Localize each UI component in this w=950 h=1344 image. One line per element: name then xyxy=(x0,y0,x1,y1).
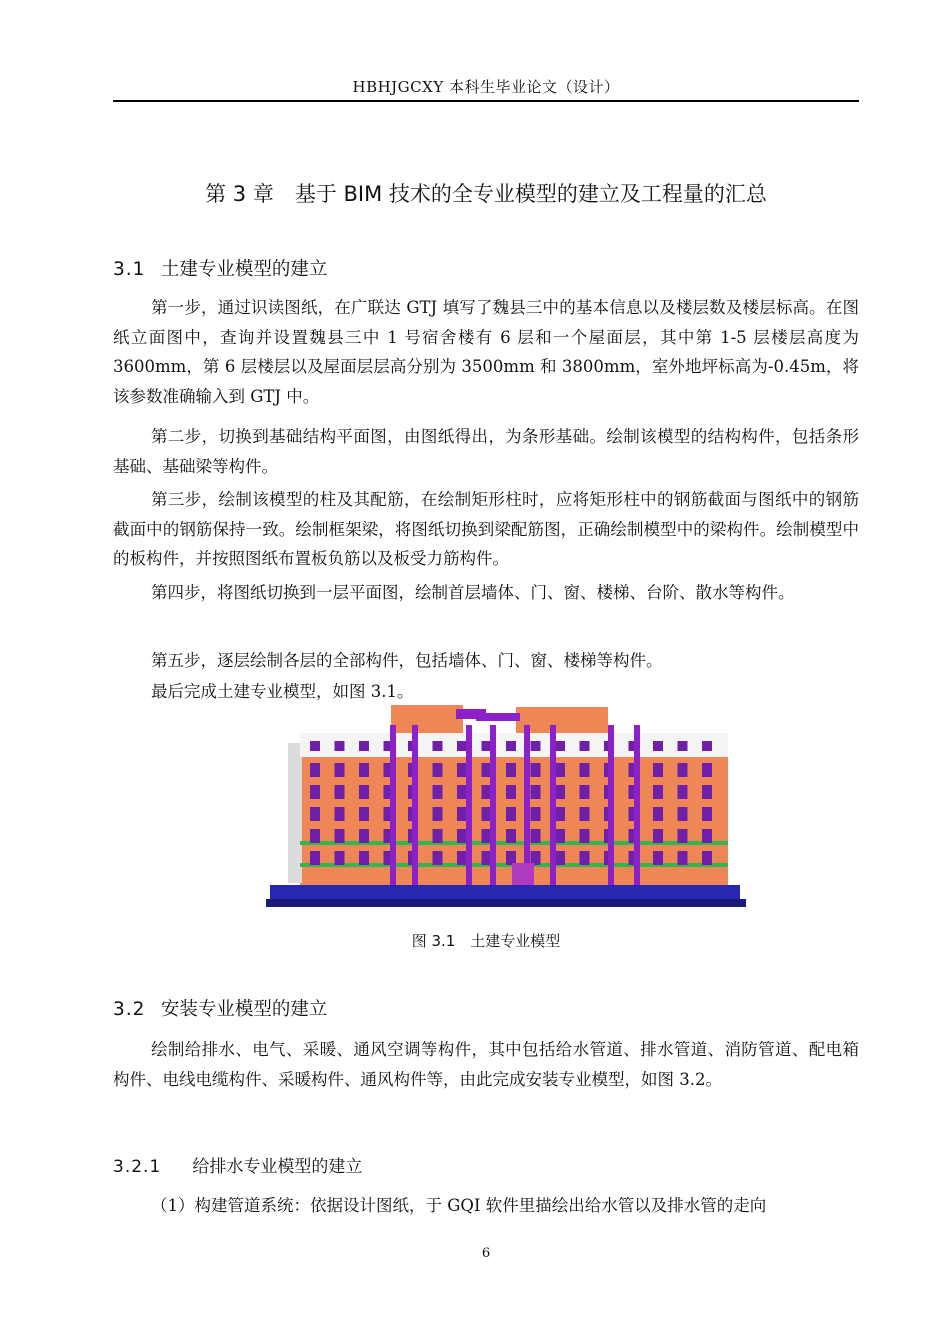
model-window xyxy=(678,741,688,751)
model-window xyxy=(359,829,369,843)
header-rule xyxy=(113,100,859,102)
model-column xyxy=(608,725,614,885)
model-window xyxy=(555,851,565,865)
model-window xyxy=(433,851,443,865)
section-number: 3.1 xyxy=(113,259,146,280)
model-window xyxy=(580,829,590,843)
model-window xyxy=(580,807,590,821)
model-window xyxy=(653,741,663,751)
model-window xyxy=(433,829,443,843)
page-number: 6 xyxy=(481,1246,491,1261)
section-number: 3.2 xyxy=(113,999,146,1020)
model-window xyxy=(531,851,541,865)
model-window xyxy=(359,785,369,799)
model-window xyxy=(653,763,663,777)
model-window xyxy=(457,785,467,799)
model-window xyxy=(433,785,443,799)
model-window xyxy=(653,851,663,865)
model-window xyxy=(678,785,688,799)
model-window xyxy=(678,829,688,843)
model-window xyxy=(457,829,467,843)
model-window xyxy=(310,829,320,843)
model-column xyxy=(412,725,418,885)
model-window xyxy=(506,785,516,799)
model-window xyxy=(653,785,663,799)
model-window xyxy=(310,785,320,799)
paragraph-step-2: 第二步，切换到基础结构平面图，由图纸得出，为条形基础。绘制该模型的结构构件，包括条形基础、基础梁等构件。 xyxy=(113,427,859,476)
model-column xyxy=(390,725,396,885)
model-window xyxy=(457,851,467,865)
model-window xyxy=(335,851,345,865)
model-window xyxy=(310,741,320,751)
section-heading-3-1 xyxy=(113,255,327,281)
chapter-title: 第 3 章 基于 BIM 技术的全专业模型的建立及工程量的汇总 xyxy=(205,182,767,206)
model-column xyxy=(524,725,530,885)
model-window xyxy=(506,807,516,821)
model-window xyxy=(457,807,467,821)
model-window xyxy=(678,763,688,777)
model-window xyxy=(506,763,516,777)
model-roof-parapet xyxy=(476,713,520,721)
section-number: 3.2.1 xyxy=(113,1157,162,1177)
model-window xyxy=(555,829,565,843)
model-window xyxy=(457,741,467,751)
model-foundation-edge xyxy=(266,899,746,907)
model-window xyxy=(359,763,369,777)
model-side-wall xyxy=(288,743,302,883)
model-column xyxy=(550,725,556,885)
paragraph-final: 最后完成土建专业模型，如图 3.1。 xyxy=(151,682,414,701)
model-window xyxy=(678,807,688,821)
model-window xyxy=(580,851,590,865)
model-entrance xyxy=(512,863,534,885)
model-window xyxy=(555,807,565,821)
model-window xyxy=(335,807,345,821)
model-window xyxy=(359,807,369,821)
model-window xyxy=(506,851,516,865)
model-window xyxy=(531,807,541,821)
model-window xyxy=(433,741,443,751)
model-window xyxy=(678,851,688,865)
model-window xyxy=(580,763,590,777)
paragraph-install: 绘制给排水、电气、采暖、通风空调等构件，其中包括给水管道、排水管道、消防管道、配电箱构件、电线电缆构件、采暖构件、通风构件等，由此完成安装专业模型，如图 3.2。 xyxy=(113,1040,859,1089)
model-window xyxy=(702,741,712,751)
model-window xyxy=(359,851,369,865)
model-window xyxy=(531,763,541,777)
model-window xyxy=(457,763,467,777)
model-window xyxy=(433,763,443,777)
model-window xyxy=(555,741,565,751)
model-window xyxy=(506,829,516,843)
model-window xyxy=(359,741,369,751)
section-title: 土建专业模型的建立 xyxy=(160,259,328,280)
section-heading-3-2-1 xyxy=(113,1152,362,1177)
figure-caption: 图 3.1 土建专业模型 xyxy=(411,932,561,950)
model-window xyxy=(555,763,565,777)
model-window xyxy=(310,851,320,865)
model-window xyxy=(702,807,712,821)
paragraph-step-5: 第五步，逐层绘制各层的全部构件，包括墙体、门、窗、楼梯等构件。 xyxy=(151,651,663,670)
model-window xyxy=(702,829,712,843)
model-window xyxy=(702,785,712,799)
model-window xyxy=(335,741,345,751)
model-roof-structure xyxy=(391,705,463,733)
model-column xyxy=(634,725,640,885)
section-heading-3-2 xyxy=(113,995,327,1021)
paragraph-step-4: 第四步，将图纸切换到一层平面图，绘制首层墙体、门、窗、楼梯、台阶、散水等构件。 xyxy=(151,583,795,602)
model-window xyxy=(653,807,663,821)
section-title: 给排水专业模型的建立 xyxy=(192,1157,363,1177)
paragraph-step-3: 第三步，绘制该模型的柱及其配筋，在绘制矩形柱时，应将矩形柱中的钢筋截面与图纸中的钢筋截面中的钢筋保持一致。绘制框架梁，将图纸切换到梁配筋图，正确绘制模型中的梁构件。绘制模型中的板构件，并按照图纸布置板负筋以及板受力筋构件。 xyxy=(113,490,859,568)
model-window xyxy=(531,785,541,799)
building-model-figure xyxy=(266,703,746,916)
model-window xyxy=(580,785,590,799)
model-window xyxy=(310,763,320,777)
model-window xyxy=(335,829,345,843)
section-title: 安装专业模型的建立 xyxy=(160,999,328,1020)
model-window xyxy=(335,763,345,777)
paragraph-pipe-system: （1）构建管道系统：依据设计图纸，于 GQI 软件里描绘出给水管以及排水管的走向 xyxy=(151,1196,767,1215)
running-header: HBHJGCXY 本科生毕业论文（设计） xyxy=(352,78,620,96)
model-window xyxy=(580,741,590,751)
model-window xyxy=(531,829,541,843)
model-window xyxy=(702,851,712,865)
model-window xyxy=(555,785,565,799)
model-window xyxy=(506,741,516,751)
paragraph-step-1: 第一步，通过识读图纸，在广联达 GTJ 填写了魏县三中的基本信息以及楼层数及楼层标高。在图纸立面图中，查询并设置魏县三中 1 号宿舍楼有 6 层和一个屋面层，其中第 1-5 层楼层高度为 3600mm，第 6 层楼层以及屋面层层高分别为 3500mm 和 3800mm，室外地坪标高为-0.45m，将该参数准确输入到 GTJ 中。 xyxy=(113,298,859,406)
model-column xyxy=(490,725,496,885)
model-window xyxy=(702,763,712,777)
model-window xyxy=(433,807,443,821)
model-window xyxy=(653,829,663,843)
model-window xyxy=(310,807,320,821)
model-window xyxy=(335,785,345,799)
model-column xyxy=(466,725,472,885)
model-window xyxy=(531,741,541,751)
